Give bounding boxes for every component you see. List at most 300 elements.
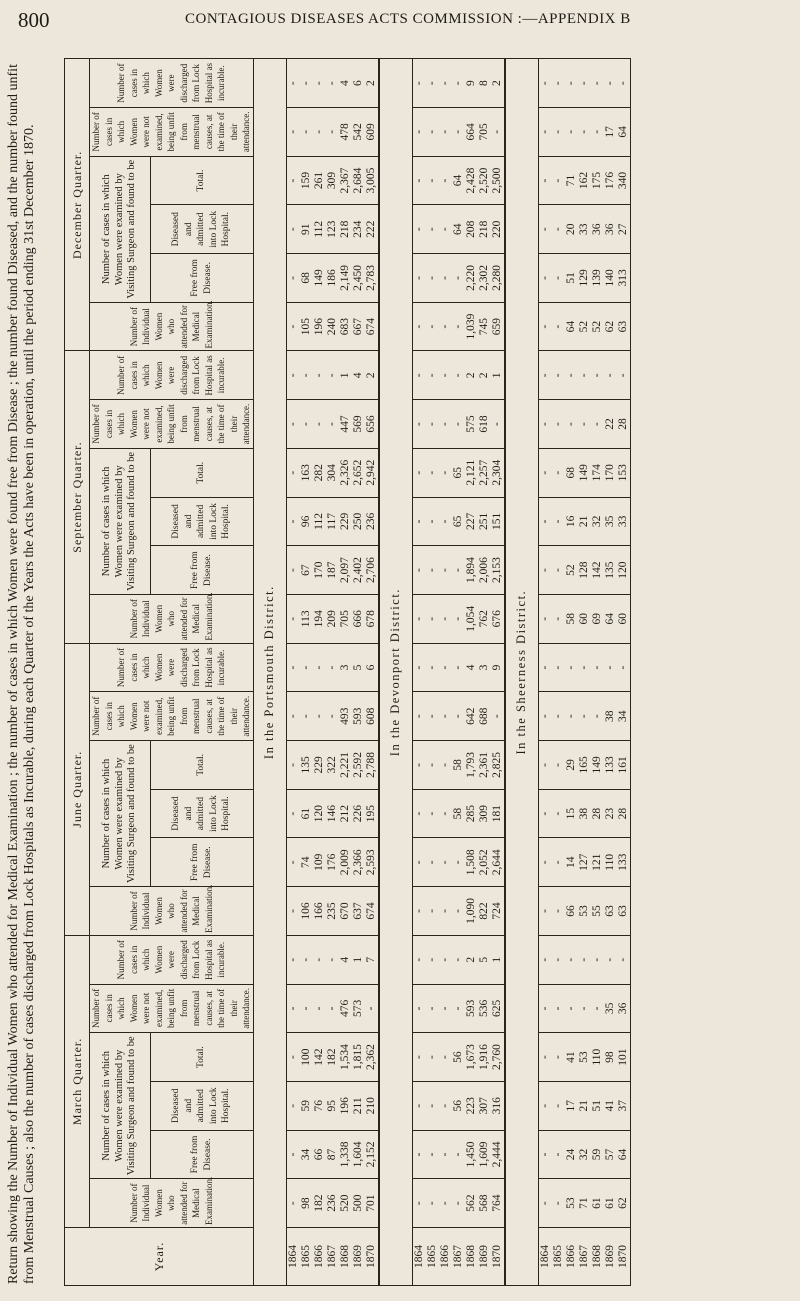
table-cell: - [616,373,629,378]
table-cell: 62 [616,1197,629,1209]
value-column-individual [286,1179,379,1228]
year-label: 1869 [477,1245,490,1268]
table-cell: - [299,422,312,426]
table-cell: - [425,129,438,134]
value-column-menstrual [538,984,630,1033]
table-cell: 575 [464,415,477,433]
table-cell: 8 [477,80,490,87]
table-cell: 4 [351,372,364,379]
table-cell: 625 [490,999,503,1018]
table-cell: 250 [351,512,364,531]
table-cell: 208 [464,220,477,238]
value-column-diseased [538,789,630,838]
table-cell: - [412,227,425,232]
table-cell: - [590,665,603,670]
table-cell: 142 [590,561,603,579]
cases-examined-header-march: Number of cases in which Women were examined by Visiting Surgeon and found to be [90,1033,151,1179]
table-cell: 6 [351,80,364,87]
table-cell: - [286,860,299,865]
table-cell: 478 [338,123,351,141]
table-cell: 65 [451,515,464,528]
cases-examined-header-december: Number of cases in which Women were examined by Visiting Surgeon and found to be [90,156,151,302]
table-cell: - [564,129,577,134]
table-cell: 170 [603,464,616,482]
table-cell: - [286,1152,299,1157]
table-cell: 41 [564,1051,577,1063]
table-cell: 117 [325,513,338,530]
table-cell: - [538,1055,551,1060]
table-cell: - [438,1201,451,1206]
value-column-total [286,741,379,790]
table-cell: 2 [364,80,377,87]
table-cell: - [616,957,629,962]
table-cell: - [312,81,325,86]
table-cell: - [551,860,564,865]
table-cell: - [577,957,590,962]
value-column-incurable [538,643,630,692]
table-cell: - [564,81,577,86]
table-cell: 2 [490,80,503,87]
value-column-free [538,1130,630,1179]
table-cell: 211 [351,1097,364,1115]
value-column-individual [286,302,379,351]
table-cell: 637 [351,902,364,920]
table-cell: 656 [364,415,377,433]
table-cell: 593 [351,707,364,725]
table-cell: 112 [312,220,325,238]
table-cell: - [425,470,438,475]
table-cell: - [286,909,299,913]
year-label: 1869 [603,1245,616,1268]
table-cell: 71 [577,1197,590,1209]
table-cell: 4 [464,664,477,671]
year-label: 1866 [438,1245,451,1268]
menstrual-causes-header-september: Number of cases in which Women were not examined, being unfit from menstrual causes, at the time of their attendance. [90,400,254,449]
table-cell: - [551,129,564,134]
value-column-incurable [412,935,505,984]
incurable-header-september: Number of cases in which Women were discharged from Lock Hospital as incurable. [90,351,254,400]
year-label: 1868 [338,1245,351,1268]
table-cell: - [551,422,564,426]
table-cell: 69 [590,613,603,625]
table-cell: - [425,1006,438,1011]
table-cell: - [425,665,438,670]
table-cell: 61 [590,1197,603,1209]
table-cell: - [425,762,438,767]
table-cell: - [538,1152,551,1157]
table-cell: 2,402 [351,557,364,584]
table-cell: 53 [577,905,590,917]
table-cell: 165 [577,756,590,774]
value-column-free [286,1130,379,1179]
table-cell: 133 [616,853,629,871]
table-cell: - [451,81,464,86]
table-cell: - [564,957,577,962]
table-cell: 23 [603,807,616,820]
table-cell: 222 [364,220,377,238]
table-cell: - [325,373,338,378]
table-title: Return showing the Number of Individual Women who attended for Medical Examination ; the number of cases in which Women were found free from Disease ; the number found Diseased, and the number found unfit from Menstrual Causes ; also the number of cases discharged from Lock Hospitals as Incurable, during each Quarter of the Years the Acts have been in operation, until the period ending 31st December 1870. [6,64,37,1284]
value-column-total [412,1033,505,1082]
table-cell: 142 [312,1048,325,1066]
free-header-september: Free from Disease. [150,546,253,595]
table-cell: - [603,665,616,670]
table-cell: - [451,568,464,573]
table-cell: 209 [325,610,338,628]
table-cell: 28 [616,418,629,430]
table-cell: - [438,178,451,183]
table-cell: - [551,665,564,670]
value-column-total [286,1033,379,1082]
table-cell: - [412,1006,425,1011]
table-cell: 35 [603,1002,616,1015]
table-cell: 536 [477,999,490,1018]
table-cell: - [438,1055,451,1060]
table-cell: 2,825 [490,751,503,778]
table-cell: 240 [325,317,338,336]
value-column-diseased [412,789,505,838]
table-cell: 170 [312,561,325,579]
diseased-header-december: Diseased and admitted into Lock Hospital. [150,205,253,254]
free-header-december: Free from Disease. [150,254,253,303]
table-cell: 226 [351,804,364,823]
table-cell: 71 [564,174,577,187]
table-cell: 87 [325,1148,338,1161]
table-cell: 2,366 [351,849,364,876]
table-cell: 724 [490,902,503,920]
table-cell: - [438,470,451,475]
table-cell: - [551,373,564,378]
year-label: 1865 [425,1245,438,1268]
value-column-diseased [286,789,379,838]
table-cell: - [538,957,551,962]
value-column-individual [538,887,630,936]
table-cell: 21 [577,1100,590,1112]
table-cell: 340 [616,171,629,190]
table-cell: 2,052 [477,849,490,876]
table-cell: 227 [464,512,477,531]
table-cell: 53 [577,1051,590,1063]
table-cell: 670 [338,902,351,920]
table-cell: 159 [299,171,312,190]
individual-women-header-march: Number of Individual Women who attended for Medical Examination. [90,1179,254,1228]
table-cell: 764 [490,1194,503,1212]
table-cell: 95 [325,1100,338,1112]
table-cell: 34 [299,1148,312,1161]
table-cell: 2,220 [464,264,477,291]
table-cell: 2,592 [351,751,364,778]
value-column-individual [286,594,379,643]
year-label: 1868 [464,1245,477,1268]
table-cell: - [412,568,425,573]
table-cell: 128 [577,561,590,579]
table-cell: 500 [351,1194,364,1212]
value-column-total [538,156,630,205]
table-cell: 52 [577,320,590,333]
table-cell: 58 [451,807,464,820]
table-cell: 66 [312,1148,325,1161]
table-cell: - [551,276,564,280]
table-cell: 1,054 [464,605,477,632]
table-cell: 187 [325,561,338,579]
table-cell: 59 [299,1100,312,1112]
table-cell: - [551,957,564,962]
table-cell: 32 [577,1148,590,1161]
table-cell: 573 [351,999,364,1018]
table-cell: 20 [564,223,577,235]
table-cell: - [286,811,299,816]
table-cell: - [425,1201,438,1206]
table-cell: - [425,616,438,621]
table-cell: 129 [577,269,590,287]
table-cell: - [299,373,312,378]
table-cell: 60 [616,613,629,625]
table-cell: 57 [603,1148,616,1161]
table-cell: 161 [616,756,629,774]
table-cell: - [412,324,425,329]
table-cell: - [564,422,577,426]
table-cell: - [425,811,438,816]
table-cell: 2,593 [364,849,377,876]
table-cell: 218 [338,220,351,238]
table-cell: 17 [603,126,616,138]
table-cell: 568 [477,1194,490,1212]
table-cell: - [451,909,464,913]
table-cell: 76 [312,1100,325,1112]
table-cell: - [451,1152,464,1157]
table-cell: - [438,1103,451,1108]
table-cell: - [412,276,425,280]
table-cell: 133 [603,756,616,774]
table-cell: 701 [364,1194,377,1212]
table-cell: - [325,129,338,134]
value-column-individual [538,1179,630,1228]
table-cell: - [577,1006,590,1011]
individual-women-header-september: Number of Individual Women who attended for Medical Examination. [90,594,254,643]
table-cell: 59 [590,1148,603,1161]
table-cell: - [412,860,425,865]
table-cell: 112 [312,513,325,530]
table-cell: 678 [364,610,377,628]
table-cell: - [438,762,451,767]
table-cell: - [564,373,577,378]
value-column-total [286,156,379,205]
table-cell: - [412,616,425,621]
incurable-header-march: Number of cases in which Women were discharged from Lock Hospital as incurable. [90,935,254,984]
table-cell: 5 [351,664,364,671]
menstrual-causes-header-december: Number of cases in which Women were not examined, being unfit from menstrual causes, at the time of their attendance. [90,108,254,157]
table-cell: 2,152 [364,1141,377,1168]
table-cell: 822 [477,902,490,920]
table-cell: 664 [464,123,477,141]
table-cell: - [412,1152,425,1157]
table-cell: - [538,129,551,134]
value-column-incurable [286,59,379,108]
table-cell: - [438,373,451,378]
table-cell: 745 [477,317,490,336]
table-cell: 58 [564,613,577,625]
value-column-individual [412,1179,505,1228]
value-column-total [412,448,505,497]
value-column-menstrual [286,108,379,157]
table-cell: - [425,178,438,183]
table-cell: 91 [299,223,312,235]
value-column-menstrual [538,692,630,741]
table-cell: - [551,519,564,524]
incurable-header-december: Number of cases in which Women were discharged from Lock Hospital as incurable. [90,59,254,108]
table-cell: - [312,957,325,962]
table-cell: 100 [299,1048,312,1066]
table-cell: 210 [364,1097,377,1115]
table-cell: 1,090 [464,898,477,924]
table-cell: - [438,811,451,816]
value-column-total [538,1033,630,1082]
table-cell: 2,326 [338,459,351,486]
table-cell: 1,815 [351,1044,364,1071]
value-column-total [412,156,505,205]
table-cell: 55 [590,905,603,917]
table-cell: - [286,519,299,524]
table-cell: 234 [351,220,364,238]
table-cell: - [590,1006,603,1011]
year-label: 1866 [312,1245,325,1268]
table-cell: 98 [603,1051,616,1063]
table-row [286,59,379,1286]
table-cell: - [299,1006,312,1011]
table-cell: - [425,276,438,280]
table-cell: 2,221 [338,751,351,778]
table-cell: - [538,422,551,426]
table-cell: 2,009 [338,849,351,876]
value-column-incurable [286,643,379,692]
district-heading: In the Devonport District. [379,59,413,1286]
table-cell: 181 [490,804,503,823]
year-label: 1864 [286,1245,299,1268]
table-cell: - [538,1103,551,1108]
table-cell: - [312,1006,325,1011]
value-column-incurable [538,351,630,400]
table-cell: 2,942 [364,459,377,486]
table-cell: - [551,616,564,621]
table-cell: - [299,665,312,670]
table-cell: - [538,568,551,573]
value-column-incurable [412,643,505,692]
table-cell: 146 [325,804,338,823]
district-row [505,59,539,1286]
table-cell: 212 [338,804,351,823]
table-cell: 447 [338,415,351,433]
table-cell: - [551,811,564,816]
table-cell: 304 [325,464,338,482]
year-label: 1868 [590,1245,603,1268]
table-cell: - [538,860,551,865]
value-column-individual [412,594,505,643]
table-cell: - [438,909,451,913]
value-column-free [412,254,505,303]
table-cell: - [412,957,425,962]
table-cell: 2,097 [338,557,351,584]
table-cell: - [425,957,438,962]
value-column-diseased [538,1081,630,1130]
value-column-individual [412,302,505,351]
table-cell: 683 [338,317,351,336]
table-cell: 135 [603,561,616,579]
value-column-incurable [538,935,630,984]
table-cell: - [286,129,299,134]
table-cell: 2,362 [364,1044,377,1071]
table-cell: 96 [299,515,312,528]
year-label: 1864 [538,1245,551,1268]
table-cell: 2,149 [338,264,351,291]
running-head: CONTAGIOUS DISEASES ACTS COMMISSION :—APPENDIX B [185,11,631,27]
table-cell: 1,338 [338,1141,351,1168]
table-cell: - [590,373,603,378]
year-label: 1870 [364,1245,377,1268]
table-cell: 2,367 [338,167,351,194]
value-column-menstrual [412,984,505,1033]
year-label: 1867 [325,1245,338,1268]
table-cell: 38 [603,710,616,722]
year-header: Year. [65,1228,254,1286]
table-cell: 64 [616,126,629,138]
table-cell: - [577,373,590,378]
table-cell: - [451,860,464,865]
table-cell: - [490,129,503,134]
table-cell: 2 [464,372,477,379]
table-cell: - [590,422,603,426]
table-cell: 618 [477,415,490,433]
quarter-header-september: September Quarter. [65,351,90,643]
table-cell: 220 [490,220,503,238]
page-header [0,0,800,44]
table-cell: - [412,1201,425,1206]
table-cell: 113 [299,610,312,628]
table-cell: 608 [364,707,377,725]
table-cell: - [490,714,503,719]
table-cell: - [286,568,299,573]
table-cell: 1 [338,372,351,379]
table-cell: 22 [603,418,616,430]
table-cell: 2,644 [490,849,503,876]
table-cell: 9 [464,80,477,87]
table-cell: 162 [577,171,590,190]
table-cell: 28 [616,807,629,820]
value-column-menstrual [286,400,379,449]
table-cell: - [538,665,551,670]
table-cell: 35 [603,515,616,528]
cases-examined-header-september: Number of cases in which Women were examined by Visiting Surgeon and found to be [90,448,151,594]
value-column-diseased [412,1081,505,1130]
table-cell: 149 [577,464,590,482]
value-column-individual [538,594,630,643]
table-cell: 3,005 [364,167,377,194]
table-cell: 2,760 [490,1044,503,1071]
table-cell: 476 [338,999,351,1018]
table-cell: - [425,373,438,378]
value-column-individual [286,887,379,936]
table-cell: 38 [577,807,590,820]
table-cell: 2,444 [490,1141,503,1168]
table-cell: - [551,762,564,767]
value-column-total [538,448,630,497]
table-cell: - [538,714,551,719]
table-cell: - [551,178,564,183]
table-cell: - [538,1006,551,1011]
table-cell: - [286,276,299,280]
table-cell: - [538,811,551,816]
year-label: 1866 [564,1245,577,1268]
table-cell: - [286,665,299,670]
